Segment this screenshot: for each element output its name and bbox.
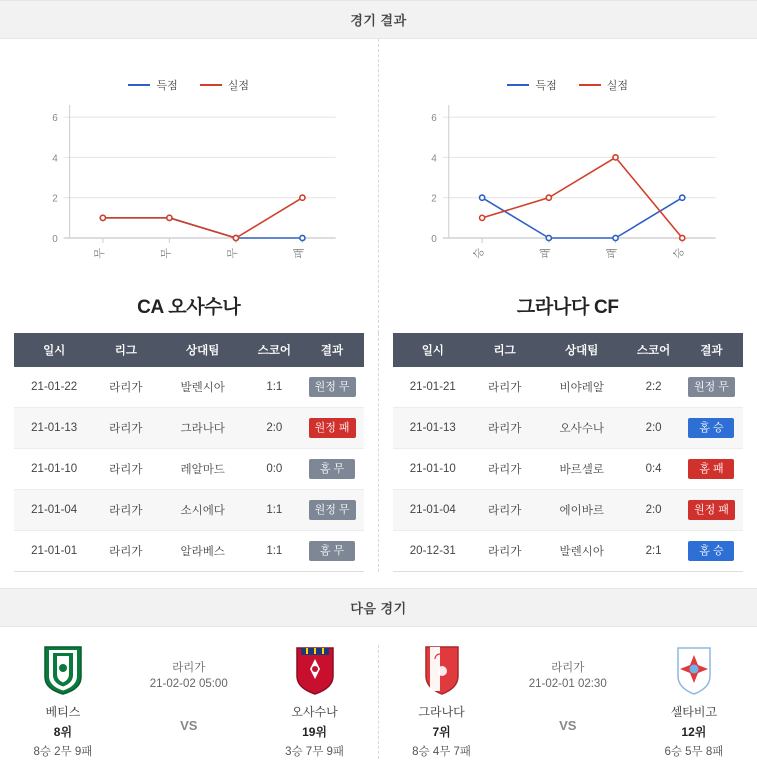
svg-text:승: 승 — [472, 248, 485, 259]
next-home-team-record: 8승 2무 9패 — [3, 743, 123, 759]
cell-opponent: 비야레알 — [536, 367, 627, 408]
svg-text:무: 무 — [93, 248, 106, 259]
next-kickoff-time: 21-02-01 02:30 — [508, 678, 628, 690]
cell-date: 21-01-01 — [14, 531, 94, 572]
next-home-team-rank: 8위 — [3, 723, 123, 740]
next-home-team-name: 그라나다 — [382, 703, 502, 720]
cell-result — [680, 449, 743, 490]
cell-score: 2:0 — [627, 408, 680, 449]
next-home-team-rank: 7위 — [382, 723, 502, 740]
granada-crest-icon — [420, 645, 464, 695]
results-table-away-body — [393, 367, 744, 572]
results-table-home-body — [14, 367, 364, 572]
svg-text:패: 패 — [291, 248, 305, 259]
next-matches-row — [0, 627, 757, 781]
cell-score: 1:1 — [248, 367, 300, 408]
cell-date: 21-01-13 — [14, 408, 94, 449]
next-away-team-rank: 12위 — [634, 723, 754, 740]
table-row[interactable] — [14, 367, 364, 408]
status-badge: 원정 패 — [688, 500, 735, 520]
cell-opponent: 알라베스 — [157, 531, 248, 572]
line-chart-home — [20, 97, 358, 282]
cell-opponent: 레알마드 — [157, 449, 248, 490]
legend-item-scored — [507, 77, 556, 93]
cell-result — [301, 408, 364, 449]
cell-result — [301, 531, 364, 572]
next-home-team-name: 베티스 — [3, 703, 123, 720]
cell-opponent: 그라나다 — [157, 408, 248, 449]
status-badge: 홈 패 — [688, 459, 734, 479]
svg-text:6: 6 — [52, 113, 58, 124]
legend-item-scored — [128, 77, 177, 93]
next-home-team-right[interactable] — [382, 645, 502, 759]
cell-result — [301, 449, 364, 490]
chart-legend-home — [0, 77, 378, 93]
legend-line-conceded-icon — [200, 84, 222, 86]
svg-text:6: 6 — [431, 113, 437, 124]
legend-item-conceded — [200, 77, 249, 93]
chart-panel-home — [0, 39, 379, 333]
legend-item-conceded — [579, 77, 628, 93]
status-badge: 원정 무 — [309, 500, 356, 520]
cell-opponent: 바르셀로 — [536, 449, 627, 490]
th-league: 리그 — [473, 333, 536, 367]
table-row[interactable] — [393, 449, 744, 490]
table-row[interactable] — [393, 531, 744, 572]
th-score: 스코어 — [627, 333, 680, 367]
next-away-team-right[interactable] — [634, 645, 754, 759]
next-match-info-right — [508, 645, 628, 733]
legend-label-conceded: 실점 — [228, 77, 249, 93]
cell-date: 21-01-10 — [14, 449, 94, 490]
cell-score: 1:1 — [248, 490, 300, 531]
chart-area-home — [20, 97, 358, 282]
next-away-team-left[interactable] — [255, 645, 375, 759]
cell-date: 21-01-04 — [14, 490, 94, 531]
cell-result — [680, 531, 743, 572]
table-row[interactable] — [14, 490, 364, 531]
cell-score: 0:4 — [627, 449, 680, 490]
status-badge: 원정 패 — [309, 418, 356, 438]
cell-result — [680, 367, 743, 408]
next-league-label: 라리가 — [129, 659, 249, 675]
cell-league: 라리가 — [473, 408, 536, 449]
team-name-home: CA 오사수나 — [0, 282, 378, 333]
svg-text:무: 무 — [226, 248, 239, 259]
table-row[interactable] — [14, 449, 364, 490]
svg-text:패: 패 — [604, 248, 618, 259]
next-league-label: 라리가 — [508, 659, 628, 675]
team-name-away: 그라나다 CF — [379, 282, 757, 333]
cell-date: 21-01-21 — [393, 367, 474, 408]
celta-vigo-crest-icon — [672, 645, 716, 695]
svg-text:무: 무 — [159, 248, 172, 259]
cell-result — [680, 490, 743, 531]
legend-line-conceded-icon — [579, 84, 601, 86]
cell-score: 2:0 — [627, 490, 680, 531]
cell-date: 21-01-10 — [393, 449, 474, 490]
next-vs-label: VS — [508, 718, 628, 733]
cell-result — [301, 490, 364, 531]
cell-result — [301, 367, 364, 408]
next-match-right — [379, 645, 757, 759]
cell-league: 라리가 — [94, 449, 157, 490]
cell-date: 20-12-31 — [393, 531, 474, 572]
legend-label-scored: 득점 — [156, 77, 177, 93]
status-badge: 홈 무 — [309, 541, 355, 561]
cell-league: 라리가 — [473, 531, 536, 572]
cell-score: 2:2 — [627, 367, 680, 408]
legend-label-conceded: 실점 — [607, 77, 628, 93]
status-badge: 원정 무 — [688, 377, 735, 397]
cell-date: 21-01-04 — [393, 490, 474, 531]
status-badge: 홈 승 — [688, 418, 734, 438]
cell-league: 라리가 — [473, 367, 536, 408]
results-section-header: 경기 결과 — [0, 0, 757, 39]
th-date: 일시 — [14, 333, 94, 367]
cell-date: 21-01-13 — [393, 408, 474, 449]
next-home-team-left[interactable] — [3, 645, 123, 759]
table-header-row — [14, 333, 364, 367]
cell-score: 2:0 — [248, 408, 300, 449]
table-row[interactable] — [393, 490, 744, 531]
th-result: 결과 — [301, 333, 364, 367]
legend-label-scored: 득점 — [535, 77, 556, 93]
table-row[interactable] — [393, 367, 744, 408]
table-row[interactable] — [393, 408, 744, 449]
cell-league: 라리가 — [473, 449, 536, 490]
cell-opponent: 소시에다 — [157, 490, 248, 531]
next-match-left — [0, 645, 379, 759]
next-vs-label: VS — [129, 718, 249, 733]
cell-league: 라리가 — [94, 490, 157, 531]
legend-line-scored-icon — [507, 84, 529, 86]
status-badge: 홈 무 — [309, 459, 355, 479]
cell-opponent: 오사수나 — [536, 408, 627, 449]
chart-legend-away — [379, 77, 757, 93]
table-row[interactable] — [14, 531, 364, 572]
next-away-team-record: 6승 5무 8패 — [634, 743, 754, 759]
legend-line-scored-icon — [128, 84, 150, 86]
th-result: 결과 — [680, 333, 743, 367]
cell-score: 1:1 — [248, 531, 300, 572]
table-row[interactable] — [14, 408, 364, 449]
th-opponent: 상대팀 — [157, 333, 248, 367]
results-table-home — [14, 333, 364, 572]
next-away-team-name: 오사수나 — [255, 703, 375, 720]
results-table-home-wrap — [0, 333, 379, 572]
cell-score: 2:1 — [627, 531, 680, 572]
status-badge: 원정 무 — [309, 377, 356, 397]
results-table-away — [393, 333, 744, 572]
betis-crest-icon — [41, 645, 85, 695]
chart-panel-away — [379, 39, 757, 333]
next-match-section-header: 다음 경기 — [0, 588, 757, 627]
next-kickoff-time: 21-02-02 05:00 — [129, 678, 249, 690]
svg-text:4: 4 — [52, 153, 58, 164]
cell-opponent: 발렌시아 — [536, 531, 627, 572]
svg-text:승: 승 — [672, 248, 685, 259]
cell-league: 라리가 — [94, 408, 157, 449]
charts-row — [0, 39, 757, 333]
osasuna-crest-icon — [293, 645, 337, 695]
next-away-team-name: 셀타비고 — [634, 703, 754, 720]
cell-league: 라리가 — [94, 367, 157, 408]
svg-text:0: 0 — [431, 234, 437, 245]
th-score: 스코어 — [248, 333, 300, 367]
svg-text:패: 패 — [537, 248, 551, 259]
cell-league: 라리가 — [94, 531, 157, 572]
line-chart-away — [399, 97, 738, 282]
cell-result — [680, 408, 743, 449]
cell-opponent: 발렌시아 — [157, 367, 248, 408]
results-tables-row — [0, 333, 757, 588]
next-away-team-record: 3승 7무 9패 — [255, 743, 375, 759]
cell-opponent: 에이바르 — [536, 490, 627, 531]
th-opponent: 상대팀 — [536, 333, 627, 367]
next-home-team-record: 8승 4무 7패 — [382, 743, 502, 759]
th-date: 일시 — [393, 333, 474, 367]
next-match-info-left — [129, 645, 249, 733]
cell-score: 0:0 — [248, 449, 300, 490]
svg-text:2: 2 — [52, 194, 58, 205]
next-away-team-rank: 19위 — [255, 723, 375, 740]
chart-area-away — [399, 97, 738, 282]
cell-date: 21-01-22 — [14, 367, 94, 408]
svg-text:4: 4 — [431, 153, 437, 164]
results-table-away-wrap — [379, 333, 757, 572]
svg-text:2: 2 — [431, 194, 437, 205]
svg-text:0: 0 — [52, 234, 58, 245]
table-header-row — [393, 333, 744, 367]
th-league: 리그 — [94, 333, 157, 367]
status-badge: 홈 승 — [688, 541, 734, 561]
cell-league: 라리가 — [473, 490, 536, 531]
